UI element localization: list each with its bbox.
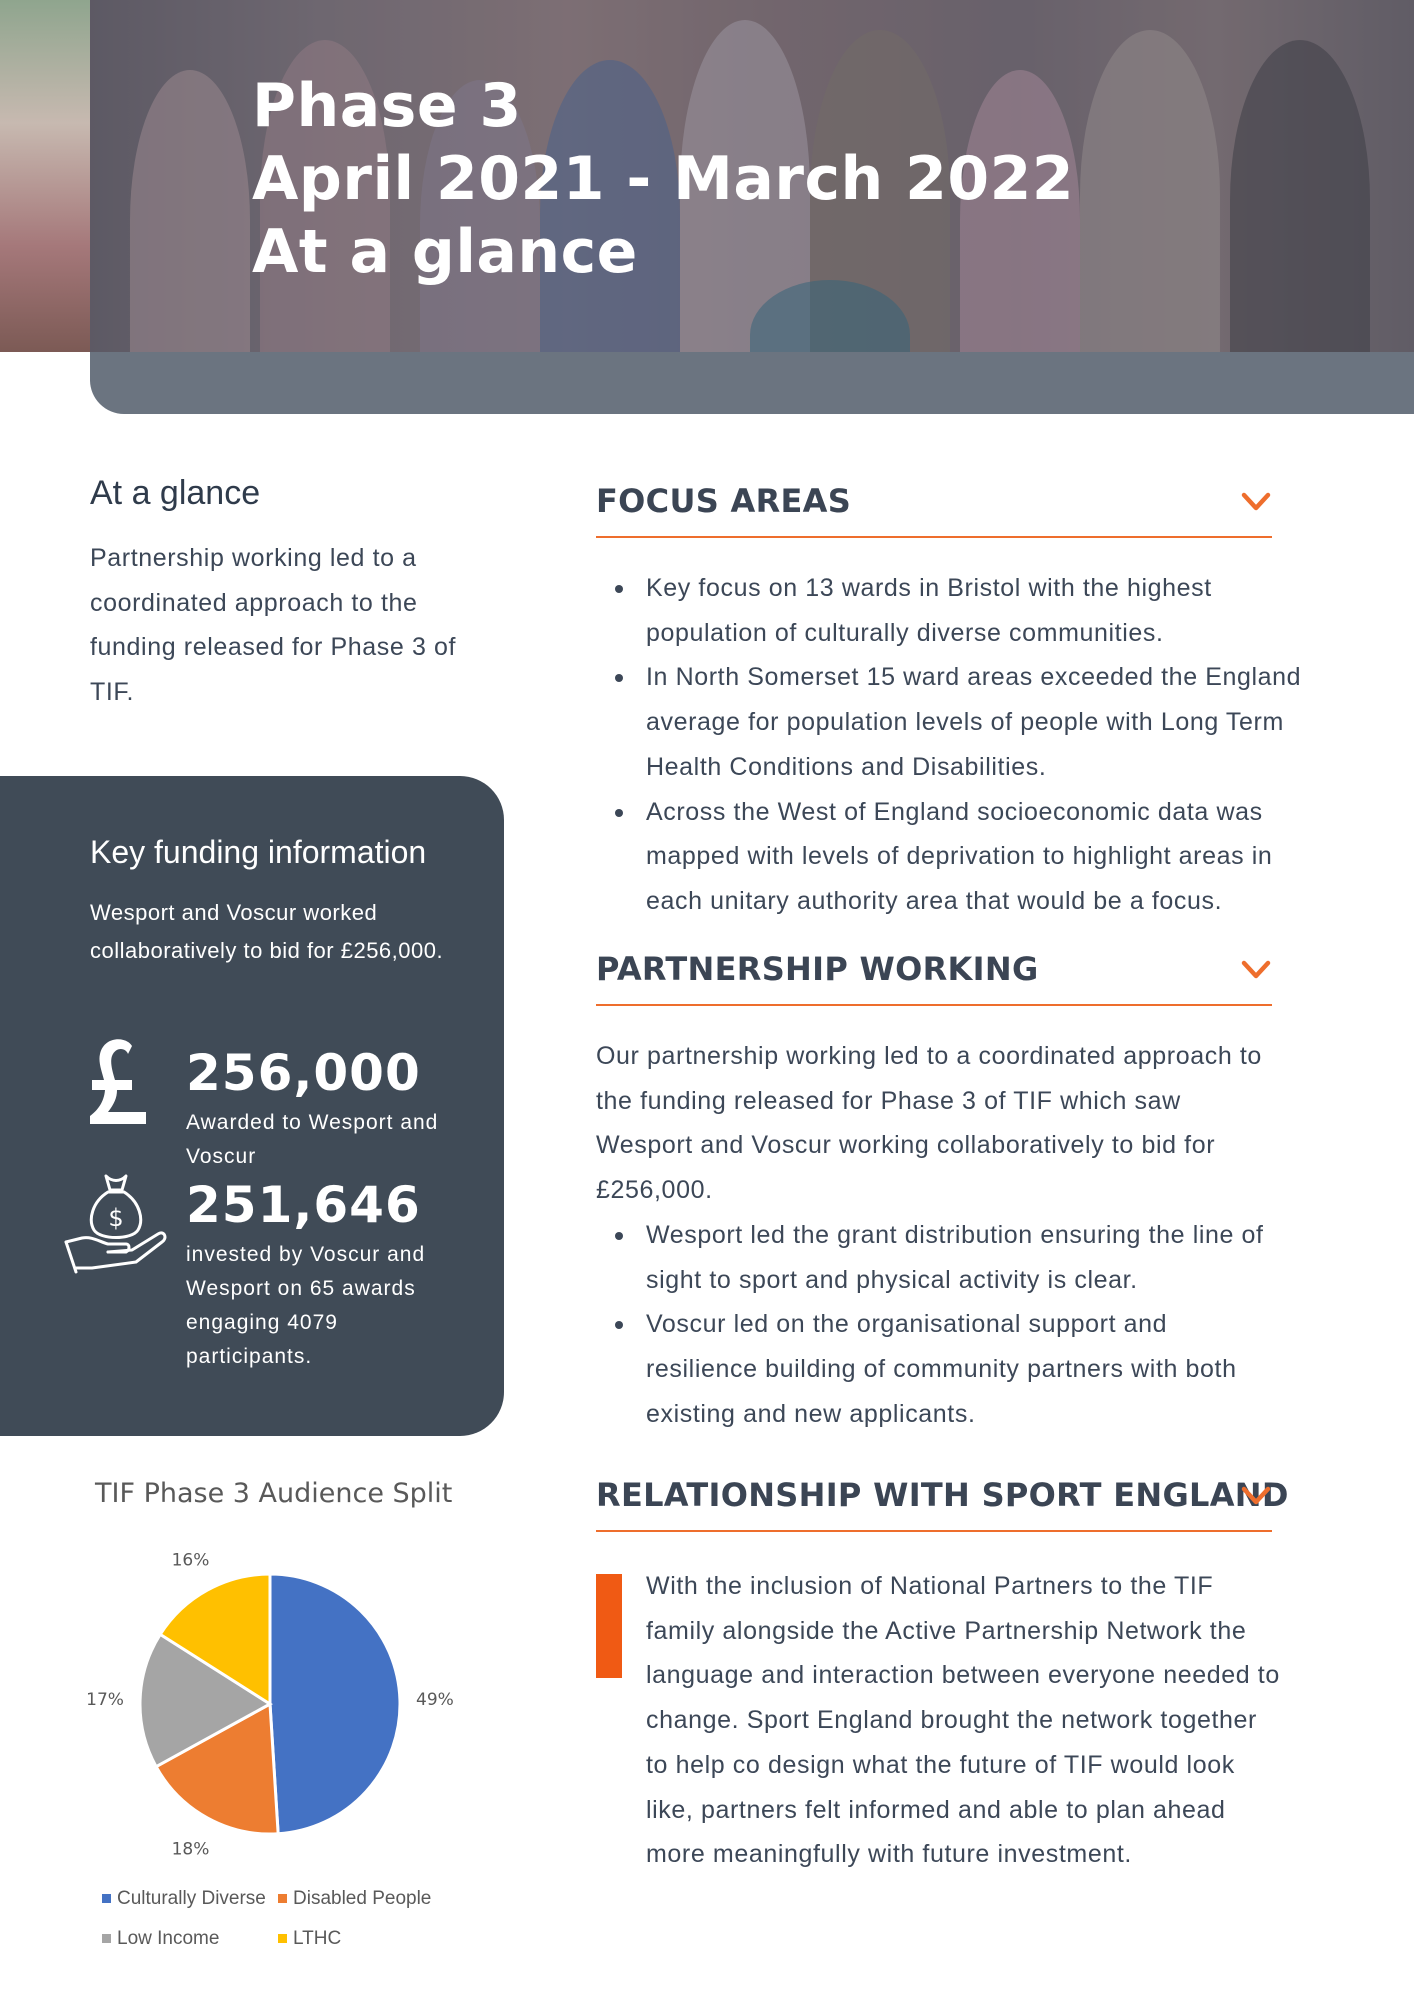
list-item: In North Somerset 15 ward areas exceeded the England average for population levels of people with Long Term Health Conditions and Disabilities.	[596, 655, 1316, 789]
funding-text: Wesport and Voscur worked collaboratively to bid for £256,000.	[90, 900, 444, 963]
pound-icon	[86, 1032, 150, 1128]
legend-swatch	[278, 1894, 287, 1903]
title-line-phase: Phase 3	[252, 71, 522, 141]
hero-photo-left	[0, 0, 90, 352]
legend-label: LTHC	[293, 1928, 342, 1949]
chart-title: TIF Phase 3 Audience Split	[95, 1478, 453, 1509]
legend-label: Disabled People	[293, 1888, 432, 1909]
legend-swatch	[278, 1934, 287, 1943]
list-item: Across the West of England socioeconomic data was mapped with levels of deprivation to highlight areas in each unitary authority area that would be a focus.	[596, 790, 1316, 924]
partnership-intro: Our partnership working led to a coordinated approach to the funding released for Phase 3 of TIF which saw Wesport and Voscur working collaboratively to bid for £256,000.	[596, 1042, 1262, 1205]
funding-heading: Key funding information	[90, 834, 427, 870]
stat-awarded-desc: Awarded to Wesport and Voscur	[186, 1111, 439, 1168]
focus-areas-list	[596, 566, 1316, 924]
legend-swatch	[102, 1934, 111, 1943]
svg-text:$: $	[108, 1204, 124, 1232]
list-item: Wesport led the grant distribution ensuring the line of sight to sport and physical activity is clear.	[596, 1213, 1276, 1302]
partnership-list	[596, 1213, 1276, 1437]
audience-pie-chart	[60, 1468, 500, 1968]
focus-areas-title: FOCUS AREAS	[596, 482, 852, 520]
funding-panel	[0, 776, 504, 1436]
stat-invested-desc: invested by Voscur and Wesport on 65 awards engaging 4079 participants.	[186, 1243, 426, 1368]
hero-band	[90, 352, 1414, 414]
legend-swatch	[102, 1894, 111, 1903]
sport-england-title: RELATIONSHIP WITH SPORT ENGLAND	[596, 1476, 1289, 1514]
page-title	[252, 70, 1074, 289]
money-bag-hand-icon	[62, 1168, 170, 1278]
pie-slice-culturally-diverse	[270, 1574, 400, 1834]
stat-awarded-value: 256,000	[186, 1044, 421, 1102]
section-partnership-working[interactable]	[596, 950, 1272, 1006]
glance-text: Partnership working led to a coordinated approach to the funding released for Phase 3 of TIF.	[90, 544, 457, 706]
chevron-down-icon[interactable]	[1240, 958, 1272, 982]
legend-label: Low Income	[117, 1928, 220, 1949]
glance-heading: At a glance	[90, 474, 261, 512]
section-sport-england[interactable]	[596, 1476, 1289, 1532]
pie-data-label: 17%	[86, 1689, 124, 1710]
chevron-down-icon[interactable]	[1240, 1484, 1272, 1508]
title-line-dates: April 2021 - March 2022	[252, 144, 1075, 214]
title-line-glance: At a glance	[252, 217, 638, 287]
pie-data-label: 49%	[416, 1689, 454, 1710]
stat-invested-value: 251,646	[186, 1176, 421, 1234]
sport-england-text: With the inclusion of National Partners to the TIF family alongside the Active Partnership Network the language and interaction between everyone needed to change. Sport England brought the network together to help co design what the future of TIF would look like, partners felt informed and able to plan ahead more meaningfully with future investment.	[646, 1572, 1280, 1869]
hero-banner	[0, 0, 1414, 414]
list-item: Key focus on 13 wards in Bristol with the highest population of culturally diverse communities.	[596, 566, 1316, 655]
list-item: Voscur led on the organisational support and resilience building of community partners with both existing and new applicants.	[596, 1302, 1276, 1436]
section-focus-areas[interactable]	[596, 482, 1272, 538]
legend-label: Culturally Diverse	[117, 1888, 266, 1909]
pie-data-label: 18%	[171, 1839, 210, 1860]
pie-data-label: 16%	[171, 1550, 210, 1571]
chevron-down-icon[interactable]	[1240, 490, 1272, 514]
partnership-title: PARTNERSHIP WORKING	[596, 950, 1039, 988]
quote-accent-bar	[596, 1574, 622, 1678]
